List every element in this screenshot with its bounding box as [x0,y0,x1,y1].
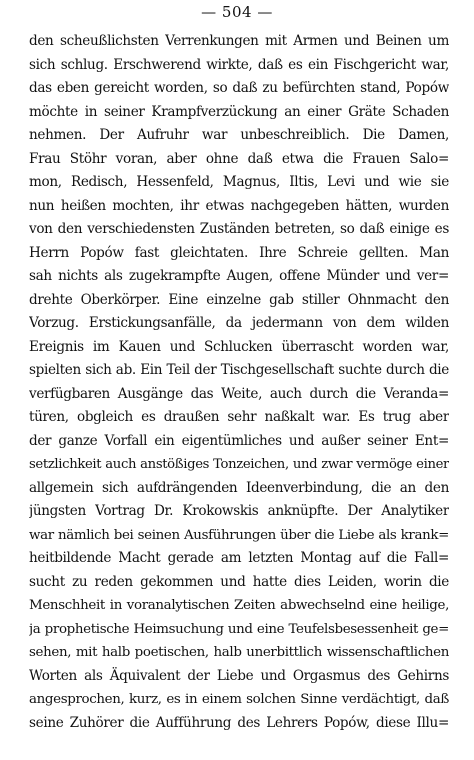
text-line: angesprochen, kurz, es in einem solchen Sinne verdächtigt, daß [29,692,449,707]
text-line: türen, obgleich es draußen sehr naßkalt war. Es trug aber [29,409,449,425]
text-line: Worten als Äquivalent der Liebe und Orgasmus des Gehirns [29,667,449,684]
text-line: sehen, mit halb poetischen, halb unerbittlich wissenschaftlichen [29,645,449,660]
text-line: das eben gereicht worden, so daß zu befürchten stand, Popów [29,80,449,96]
text-line: seine Zuhörer die Aufführung des Lehrers Popów, diese Illu= [29,714,449,731]
text-line: von den verschiedensten Zuständen betreten, so daß einige es [29,221,449,237]
text-line: Frau Stöhr voran, aber ohne daß etwa die Frauen Salo= [29,150,449,167]
text-line: ja prophetische Heimsuchung und eine Teufelsbesessenheit ge= [29,621,449,637]
text-line: heitbildende Macht gerade am letzten Montag auf die Fall= [29,550,449,566]
text-line: Vorzug. Erstickungsanfälle, da jedermann von dem wilden [29,315,449,331]
text-line: Menschheit in voranalytischen Zeiten abwechselnd eine heilige, [29,598,449,613]
text-line: sich schlug. Erschwerend wirkte, daß es ein Fischgericht war, [29,56,449,73]
text-line: den scheußlichsten Verrenkungen mit Armen und Beinen um [29,33,449,49]
text-line: der ganze Vorfall ein eigentümliches und außer seiner Ent= [29,432,449,449]
text-line: nehmen. Der Aufruhr war unbeschreiblich. Die Damen, [29,127,449,143]
text-line: war nämlich bei seinen Ausführungen über die Liebe als krank= [29,527,449,543]
text-line: mon, Redisch, Hessenfeld, Magnus, Iltis, Levi und wie sie [29,174,449,190]
text-line: sah nichts als zugekrampfte Augen, offene Münder und ver= [29,268,449,284]
text-line: spielten sich ab. Ein Teil der Tischgesellschaft suchte durch die [29,362,449,378]
text-line: sucht zu reden gekommen und hatte dies Leiden, worin die [29,573,449,590]
text-line: Herrn Popów fast gleichtaten. Ihre Schreie gellten. Man [29,244,449,261]
text-line: verfügbaren Ausgänge das Weite, auch durch die Veranda= [29,385,449,402]
text-line: setzlichkeit auch anstößiges Tonzeichen, und zwar vermöge einer [29,457,449,472]
text-line: allgemein sich aufdrängenden Ideenverbindung, die an den [29,479,449,496]
page-number: — 504 — [201,3,273,21]
body-text [29,30,449,735]
text-line: nun heißen mochten, ihr etwas nachgegeben hätten, wurden [29,197,449,214]
text-line: möchte in seiner Krampfverzückung an einer Gräte Schaden [29,103,449,120]
text-line: jüngsten Vortrag Dr. Krokowskis anknüpfte. Der Analytiker [29,503,449,519]
text-line: drehte Oberkörper. Eine einzelne gab stiller Ohnmacht den [29,291,449,308]
text-line: Ereignis im Kauen und Schlucken überrascht worden war, [29,338,449,355]
